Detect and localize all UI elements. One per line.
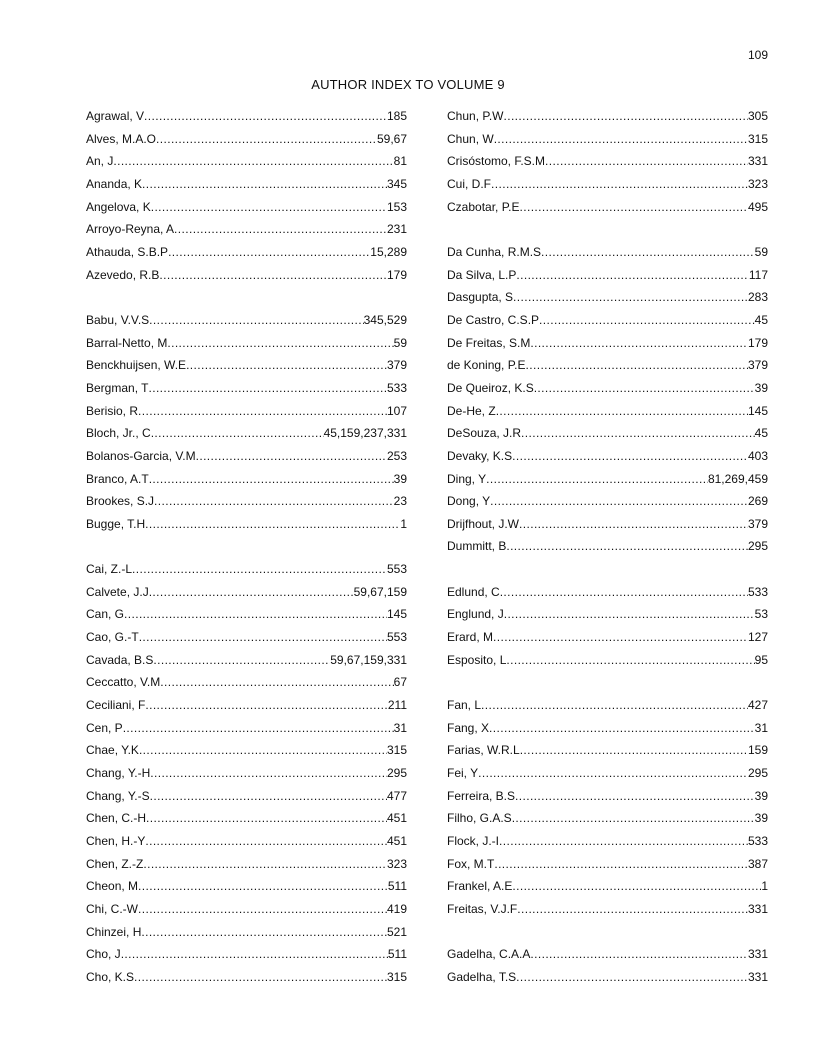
author-name: Gadelha, T.S (447, 969, 517, 984)
page-refs: 59 (393, 335, 407, 350)
author-name: Chang, Y.-S (86, 788, 150, 803)
page-refs: 59,67 (376, 131, 407, 146)
index-entry (86, 649, 407, 672)
author-name: Cavada, B.S (86, 652, 154, 667)
page-refs: 295 (747, 766, 768, 781)
dot-leader (519, 513, 748, 536)
dot-leader (490, 490, 748, 513)
page-refs: 231 (386, 222, 407, 237)
dot-leader (534, 377, 755, 400)
index-column-right (447, 105, 768, 989)
author-name: Cho, K.S (86, 969, 135, 984)
author-name: Cheon, M (86, 879, 139, 894)
author-name: Brookes, S.J (86, 494, 155, 509)
dot-leader (141, 921, 387, 944)
dot-leader (138, 898, 387, 921)
dot-leader (146, 807, 387, 830)
page-refs: 379 (386, 358, 407, 373)
dot-leader (149, 309, 363, 332)
dot-leader (541, 241, 755, 264)
page-refs: 315 (386, 969, 407, 984)
index-entry (447, 400, 768, 423)
page-refs: 1 (761, 879, 768, 894)
page-refs: 477 (386, 788, 407, 803)
author-name: Ferreira, B.S (447, 788, 516, 803)
dot-leader (512, 445, 748, 468)
dot-leader (506, 649, 754, 672)
index-entry (447, 875, 768, 898)
dot-leader (123, 717, 394, 740)
index-entry (86, 694, 407, 717)
dot-leader (545, 150, 748, 173)
dot-leader (134, 966, 387, 989)
index-entry (447, 377, 768, 400)
author-name: Babu, V.V.S (86, 312, 150, 327)
dot-leader (493, 626, 748, 649)
page-refs: 295 (386, 766, 407, 781)
dot-leader (149, 468, 394, 491)
page-refs: 533 (747, 834, 768, 848)
index-entry (447, 762, 768, 785)
author-name: de Koning, P.E (447, 358, 526, 373)
index-entry (86, 671, 407, 694)
page-refs: 315 (747, 131, 768, 146)
page-refs: 59,67,159 (353, 584, 407, 599)
page-refs: 45,159,237,331 (323, 426, 407, 441)
page-refs: 59,67,159,331 (330, 652, 407, 667)
author-name: Fang, X (447, 720, 490, 735)
page-refs: 345 (386, 176, 407, 191)
dot-leader (520, 196, 748, 219)
dot-leader (516, 264, 748, 287)
author-name: An, J (86, 154, 114, 169)
author-name: Berisio, R (86, 403, 139, 418)
page-refs: 305 (747, 109, 768, 123)
page-refs: 127 (747, 630, 768, 645)
section-gap (447, 218, 768, 241)
author-name: Erard, M (447, 630, 494, 645)
index-entry (86, 853, 407, 876)
dot-leader (517, 898, 748, 921)
dot-leader (138, 400, 387, 423)
author-name: Freitas, V.J.F (447, 901, 518, 916)
page-refs: 331 (747, 947, 768, 962)
dot-leader (156, 128, 377, 151)
author-name: Cao, G.-T (86, 630, 139, 645)
index-entry (447, 853, 768, 876)
author-name: Alves, M.A.O (86, 131, 157, 146)
index-entry (86, 943, 407, 966)
dot-leader (500, 581, 748, 604)
dot-leader (121, 943, 388, 966)
page-number: 109 (747, 48, 768, 62)
dot-leader (145, 513, 400, 536)
index-entry (86, 785, 407, 808)
page-refs: 179 (386, 267, 407, 282)
dot-leader (151, 196, 387, 219)
author-name: Dasgupta, S (447, 290, 514, 305)
index-entry (86, 581, 407, 604)
dot-leader (149, 581, 354, 604)
page-title: AUTHOR INDEX TO VOLUME 9 (311, 77, 505, 92)
dot-leader (150, 762, 387, 785)
page-refs: 323 (386, 856, 407, 871)
index-entry (86, 830, 407, 853)
author-name: Esposito, L (447, 652, 507, 667)
index-entry (86, 921, 407, 944)
dot-leader (150, 785, 387, 808)
dot-leader (151, 422, 324, 445)
index-entry (447, 332, 768, 355)
index-entry (86, 196, 407, 219)
dot-leader (159, 264, 387, 287)
page-refs: 39 (393, 471, 407, 486)
index-entry (86, 354, 407, 377)
author-name: De-He, Z (447, 403, 496, 418)
page-refs: 269 (747, 494, 768, 509)
author-name: Crisóstomo, F.S.M (447, 154, 546, 169)
dot-leader (143, 853, 387, 876)
index-entry (86, 762, 407, 785)
page-refs: 23 (393, 494, 407, 509)
author-name: Azevedo, R.B (86, 267, 160, 282)
index-entry (86, 558, 407, 581)
author-name: Ceciliani, F (86, 698, 146, 713)
page-refs: 553 (386, 562, 407, 577)
author-name: Ananda, K (86, 176, 143, 191)
dot-leader (506, 535, 748, 558)
page-refs: 387 (747, 856, 768, 871)
page-refs: 31 (754, 720, 768, 735)
author-name: Chae, Y.K (86, 743, 139, 758)
index-entry (447, 490, 768, 513)
dot-leader (513, 286, 748, 309)
author-name: Bergman, T (86, 380, 149, 395)
author-name: Calvete, J.J (86, 584, 149, 599)
page-refs: 451 (386, 834, 407, 848)
author-name: Branco, A.T (86, 471, 149, 486)
author-name: Barral-Netto, M (86, 335, 168, 350)
section-gap (447, 558, 768, 581)
index-entry (447, 513, 768, 536)
author-name: Fei, Y (447, 766, 479, 781)
dot-leader (138, 875, 388, 898)
dot-leader (145, 830, 387, 853)
index-entry (447, 241, 768, 264)
page-refs: 39 (754, 811, 768, 826)
index-entry (447, 445, 768, 468)
page-refs: 553 (386, 630, 407, 645)
page-refs: 379 (747, 358, 768, 373)
page-refs: 331 (747, 901, 768, 916)
author-name: Athauda, S.B.P (86, 244, 169, 259)
page-refs: 451 (386, 811, 407, 826)
author-name: Gadelha, C.A.A (447, 947, 531, 962)
page-refs: 419 (386, 901, 407, 916)
dot-leader (530, 943, 748, 966)
dot-leader (167, 332, 393, 355)
page-refs: 211 (387, 698, 407, 713)
dot-leader (145, 694, 388, 717)
index-entry (86, 173, 407, 196)
page-refs: 39 (754, 788, 768, 803)
author-name: Cai, Z.-L (86, 562, 133, 577)
index-entry (447, 286, 768, 309)
dot-leader (516, 966, 748, 989)
author-name: Can, G (86, 607, 125, 622)
index-entry (447, 626, 768, 649)
page-refs: 253 (386, 448, 407, 463)
index-entry (447, 898, 768, 921)
dot-leader (153, 649, 330, 672)
page-refs: 117 (748, 267, 768, 282)
author-name: Chinzei, H (86, 924, 142, 939)
page-refs: 45 (754, 312, 768, 327)
index-entry (86, 264, 407, 287)
index-entry (86, 128, 407, 151)
page-refs: 331 (747, 154, 768, 169)
index-entry (86, 309, 407, 332)
author-name: De Queiroz, K.S (447, 380, 534, 395)
dot-leader (196, 445, 387, 468)
author-name: Cen, P (86, 720, 123, 735)
dot-leader (132, 558, 387, 581)
author-name: Chun, W (447, 131, 494, 146)
section-gap (447, 671, 768, 694)
dot-leader (494, 128, 748, 151)
page-refs: 283 (747, 290, 768, 305)
author-name: Flock, J.-I (447, 834, 500, 848)
page-refs: 379 (747, 516, 768, 531)
author-name: Chen, H.-Y (86, 834, 146, 848)
dot-leader (521, 422, 755, 445)
page-refs: 295 (747, 539, 768, 554)
dot-leader (113, 150, 393, 173)
index-entry (447, 943, 768, 966)
index-entry (86, 603, 407, 626)
dot-leader (144, 105, 387, 128)
index-entry (447, 581, 768, 604)
author-name: Fox, M.T (447, 856, 495, 871)
page-refs: 331 (747, 969, 768, 984)
dot-leader (481, 694, 748, 717)
index-entry (86, 468, 407, 491)
dot-leader (168, 241, 370, 264)
index-entry (86, 377, 407, 400)
author-name: Devaky, K.S (447, 448, 513, 463)
index-entry (447, 966, 768, 989)
page-refs: 15,289 (370, 244, 407, 259)
index-entry (447, 105, 768, 128)
author-name: Edlund, C (447, 584, 500, 599)
index-entry (86, 400, 407, 423)
page-refs: 81 (393, 154, 407, 169)
page-refs: 59 (754, 244, 768, 259)
page-refs: 533 (386, 380, 407, 395)
dot-leader (142, 173, 387, 196)
page-refs: 153 (386, 199, 407, 214)
dot-leader (512, 875, 761, 898)
dot-leader (499, 830, 748, 853)
index-entry (447, 173, 768, 196)
page-refs: 533 (747, 584, 768, 599)
index-entry (447, 535, 768, 558)
author-name: Chen, C.-H (86, 811, 147, 826)
author-name: Angelova, K (86, 199, 151, 214)
page-refs: 159 (747, 743, 768, 758)
author-name: Ding, Y (447, 471, 487, 486)
page-refs: 427 (747, 698, 768, 713)
index-entry (447, 196, 768, 219)
page-refs: 179 (747, 335, 768, 350)
author-name: Drijfhout, J.W (447, 516, 520, 531)
section-gap (86, 535, 407, 558)
author-name: Chun, P.W (447, 109, 504, 123)
dot-leader (139, 626, 387, 649)
page-refs: 495 (747, 199, 768, 214)
index-entry (447, 468, 768, 491)
index-entry (86, 445, 407, 468)
page-refs: 511 (387, 879, 407, 894)
index-entry (447, 150, 768, 173)
dot-leader (160, 671, 393, 694)
index-entry (86, 898, 407, 921)
index-entry (86, 807, 407, 830)
author-name: Dummitt, B (447, 539, 507, 554)
author-name: Da Cunha, R.M.S (447, 244, 542, 259)
author-name: Arroyo-Reyna, A (86, 222, 175, 237)
page-refs: 511 (387, 947, 407, 962)
index-entry (86, 218, 407, 241)
author-name: Czabotar, P.E (447, 199, 520, 214)
author-name: Chang, Y.-H (86, 766, 151, 781)
author-name: Chi, C.-W (86, 901, 138, 916)
dot-leader (489, 717, 755, 740)
page-refs: 185 (386, 109, 407, 123)
dot-leader (526, 354, 748, 377)
page-refs: 67 (393, 675, 407, 690)
index-entry (447, 694, 768, 717)
index-entry (86, 875, 407, 898)
dot-leader (520, 739, 748, 762)
page-refs: 315 (386, 743, 407, 758)
page-refs: 107 (386, 403, 407, 418)
page-refs: 521 (386, 924, 407, 939)
section-gap (86, 286, 407, 309)
page-refs: 145 (747, 403, 768, 418)
author-name: DeSouza, J.R (447, 426, 522, 441)
index-entry (86, 490, 407, 513)
page-refs: 95 (754, 652, 768, 667)
dot-leader (539, 309, 755, 332)
author-name: Chen, Z.-Z (86, 856, 144, 871)
index-entry (86, 332, 407, 355)
dot-leader (139, 739, 387, 762)
index-entry (447, 309, 768, 332)
dot-leader (503, 105, 747, 128)
dot-leader (186, 354, 387, 377)
dot-leader (504, 603, 755, 626)
dot-leader (478, 762, 748, 785)
author-name: De Freitas, S.M (447, 335, 531, 350)
index-entry (447, 807, 768, 830)
index-entry (86, 422, 407, 445)
index-entry (447, 717, 768, 740)
page-refs: 345,529 (363, 312, 407, 327)
author-name: De Castro, C.S.P (447, 312, 540, 327)
page-refs: 39 (754, 380, 768, 395)
dot-leader (154, 490, 394, 513)
author-name: Frankel, A.E (447, 879, 513, 894)
index-entry (447, 422, 768, 445)
index-entry (447, 264, 768, 287)
author-name: Filho, G.A.S (447, 811, 512, 826)
dot-leader (496, 400, 748, 423)
index-entry (447, 739, 768, 762)
dot-leader (530, 332, 748, 355)
page-refs: 1 (400, 516, 407, 531)
index-entry (86, 241, 407, 264)
index-entry (447, 830, 768, 853)
author-name: Fan, L (447, 698, 482, 713)
page-refs: 145 (386, 607, 407, 622)
author-name: Cho, J (86, 947, 121, 962)
index-entry (86, 739, 407, 762)
author-name: Farias, W.R.L (447, 743, 520, 758)
author-name: Cui, D.F (447, 176, 492, 191)
page-refs: 81,269,459 (707, 471, 768, 486)
author-name: Agrawal, V (86, 109, 145, 123)
dot-leader (491, 173, 748, 196)
page-refs: 31 (393, 720, 407, 735)
author-name: Benckhuijsen, W.E (86, 358, 187, 373)
index-entry (86, 626, 407, 649)
author-name: Dong, Y (447, 494, 491, 509)
author-name: Ceccatto, V.M (86, 675, 161, 690)
index-entry (447, 649, 768, 672)
index-entry (447, 128, 768, 151)
dot-leader (512, 807, 755, 830)
author-name: Bloch, Jr., C (86, 426, 151, 441)
index-entry (86, 105, 407, 128)
dot-leader (124, 603, 387, 626)
page-refs: 53 (754, 607, 768, 622)
dot-leader (515, 785, 755, 808)
index-entry (86, 150, 407, 173)
author-name: Englund, J (447, 607, 504, 622)
index-column-left (86, 105, 407, 989)
dot-leader (494, 853, 748, 876)
dot-leader (486, 468, 708, 491)
author-name: Da Silva, L.P (447, 267, 517, 282)
page-refs: 323 (747, 176, 768, 191)
page-refs: 403 (747, 448, 768, 463)
index-entry (447, 603, 768, 626)
index-entry (86, 966, 407, 989)
index-entry (447, 354, 768, 377)
index-entry (86, 717, 407, 740)
author-name: Bolanos-Garcia, V.M (86, 448, 196, 463)
dot-leader (148, 377, 386, 400)
author-name: Bugge, T.H (86, 516, 146, 531)
section-gap (447, 921, 768, 944)
index-entry (86, 513, 407, 536)
index-entry (447, 785, 768, 808)
dot-leader (174, 218, 387, 241)
page-refs: 45 (754, 426, 768, 441)
